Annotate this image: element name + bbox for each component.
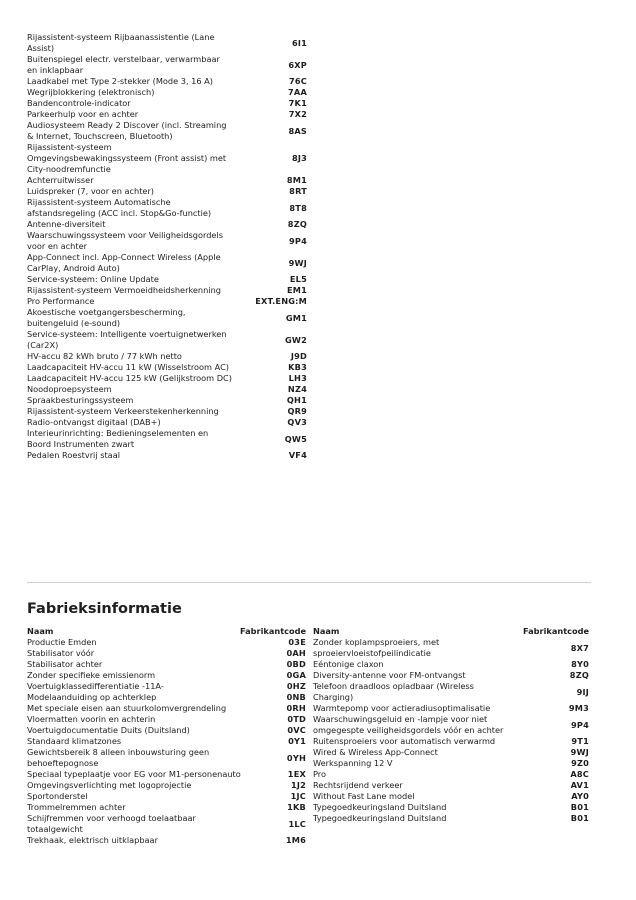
option-name: Audiosysteem Ready 2 Discover (incl. Streaming & Internet, Touchscreen, Bluetooth) bbox=[27, 120, 227, 141]
factory-name: Diversity-antenne voor FM-ontvangst bbox=[313, 670, 466, 680]
option-name: Buitenspiegel electr. verstelbaar, verwarmbaar en inklapbaar bbox=[27, 54, 220, 75]
factory-code: 0YH bbox=[286, 752, 306, 763]
option-code: J9D bbox=[290, 351, 307, 361]
option-name: App-Connect incl. App-Connect Wireless (Apple CarPlay, Android Auto) bbox=[27, 252, 221, 273]
factory-row bbox=[313, 758, 589, 769]
factory-name: Met speciale eisen aan stuurkolomvergrendeling bbox=[27, 703, 227, 713]
factory-name: Without Fast Lane model bbox=[313, 791, 415, 801]
factory-code: 0RH bbox=[286, 703, 306, 713]
option-name: Radio-ontvangst digitaal (DAB+) bbox=[27, 417, 161, 427]
factory-row bbox=[27, 659, 306, 670]
factory-name: Omgevingsverlichting met logoprojectie bbox=[27, 780, 192, 790]
option-code: 76C bbox=[288, 76, 307, 86]
factory-code: 0HZ bbox=[286, 681, 306, 691]
option-code: 8M1 bbox=[286, 175, 307, 185]
option-name: Rijassistent-systeem Vermoeidheidsherkenning bbox=[27, 285, 221, 295]
factory-name: Trekhaak, elektrisch uitklapbaar bbox=[27, 835, 158, 845]
option-code: QR9 bbox=[287, 406, 307, 416]
factory-name: Werkspanning 12 V bbox=[313, 758, 393, 768]
option-row bbox=[27, 351, 307, 362]
factory-name: Eéntonige claxon bbox=[313, 659, 384, 669]
factory-row bbox=[313, 637, 589, 659]
factory-row bbox=[27, 813, 306, 835]
option-name: Rijassistent-systeem Rijbaanassistentie (Lane Assist) bbox=[27, 32, 215, 53]
option-code: LH3 bbox=[288, 373, 307, 383]
factory-name: Zonder koplampsproeiers, met sproeiervloeistofpeilindicatie bbox=[313, 637, 440, 658]
option-code: 8ZQ bbox=[287, 219, 307, 229]
option-name: Waarschuwingssysteem voor Veiligheidsgordels voor en achter bbox=[27, 230, 224, 251]
header-name: Naam bbox=[27, 626, 54, 636]
option-row bbox=[27, 373, 307, 384]
factory-name: Typegoedkeuringsland Duitsland bbox=[313, 813, 447, 823]
option-row bbox=[27, 417, 307, 428]
option-name: Luidspreker (7, voor en achter) bbox=[27, 186, 155, 196]
factory-code: 0BD bbox=[286, 659, 306, 669]
factory-row bbox=[313, 802, 589, 813]
factory-row bbox=[27, 791, 306, 802]
factory-name: Wired & Wireless App-Connect bbox=[313, 747, 438, 757]
option-name: Wegrijblokkering (elektronisch) bbox=[27, 87, 155, 97]
option-row bbox=[27, 142, 307, 175]
option-name: Akoestische voetgangersbescherming, buitengeluid (e-sound) bbox=[27, 307, 186, 328]
section-title: Fabrieksinformatie bbox=[27, 601, 182, 617]
option-row bbox=[27, 98, 307, 109]
option-row bbox=[27, 230, 307, 252]
factory-row bbox=[313, 670, 589, 681]
factory-name: Waarschuwingsgeluid en -lampje voor niet omgegespte veiligheidsgordels vóór en achter bbox=[313, 714, 504, 735]
option-row bbox=[27, 296, 307, 307]
option-row bbox=[27, 285, 307, 296]
option-name: Service-systeem: Online Update bbox=[27, 274, 159, 284]
option-code: QH1 bbox=[286, 395, 307, 405]
option-code: EL5 bbox=[289, 274, 307, 284]
factory-row bbox=[313, 791, 589, 802]
option-row bbox=[27, 186, 307, 197]
option-name: Bandencontrole-indicator bbox=[27, 98, 131, 108]
factory-code: A8C bbox=[570, 769, 589, 779]
factory-row bbox=[313, 813, 589, 824]
factory-row bbox=[27, 670, 306, 681]
factory-code: B01 bbox=[570, 813, 589, 823]
factory-name: Schijfremmen voor verhoogd toelaatbaar totaalgewicht bbox=[27, 813, 196, 834]
header-code: Fabrikantcode bbox=[523, 626, 589, 636]
option-name: Spraakbesturingssysteem bbox=[27, 395, 134, 405]
option-code: VF4 bbox=[288, 450, 307, 460]
factory-code: 1J2 bbox=[290, 780, 306, 790]
option-code: NZ4 bbox=[287, 384, 307, 394]
factory-row bbox=[27, 747, 306, 769]
header-name: Naam bbox=[313, 626, 340, 636]
options-list bbox=[27, 32, 307, 461]
option-name: Laadcapaciteit HV-accu 125 kW (Gelijkstroom DC) bbox=[27, 373, 232, 383]
option-row bbox=[27, 219, 307, 230]
option-name: Rijassistent-systeem Verkeerstekenherkenning bbox=[27, 406, 219, 416]
factory-code: 9IJ bbox=[576, 686, 589, 697]
factory-code: 0NB bbox=[286, 692, 306, 702]
option-row bbox=[27, 54, 307, 76]
factory-name: Voertuigdocumentatie Duits (Duitsland) bbox=[27, 725, 190, 735]
factory-name: Productie Emden bbox=[27, 637, 97, 647]
factory-name: Trommelremmen achter bbox=[27, 802, 126, 812]
option-name: Antenne-diversiteit bbox=[27, 219, 106, 229]
factory-code: 9P4 bbox=[571, 719, 589, 730]
option-code: QW5 bbox=[284, 433, 307, 444]
factory-code: 0GA bbox=[286, 670, 306, 680]
option-name: Noodoproepsysteem bbox=[27, 384, 112, 394]
factory-code: 9T1 bbox=[571, 736, 589, 746]
factory-name: Telefoon draadloos opladbaar (Wireless Charging) bbox=[313, 681, 474, 702]
factory-row bbox=[27, 835, 306, 846]
factory-row bbox=[313, 681, 589, 703]
factory-code: 0AH bbox=[286, 648, 306, 658]
factory-name: Standaard klimatzones bbox=[27, 736, 122, 746]
factory-name: Ruitensproeiers voor automatisch verwarmd bbox=[313, 736, 496, 746]
factory-name: Modelaanduiding op achterklep bbox=[27, 692, 157, 702]
section-divider bbox=[27, 582, 591, 583]
option-row bbox=[27, 384, 307, 395]
option-row bbox=[27, 32, 307, 54]
option-row bbox=[27, 197, 307, 219]
option-code: 7K1 bbox=[288, 98, 307, 108]
factory-code: 0VC bbox=[287, 725, 306, 735]
option-code: 8J3 bbox=[291, 153, 307, 163]
factory-row bbox=[313, 747, 589, 758]
option-code: 6XP bbox=[288, 59, 307, 70]
option-row bbox=[27, 175, 307, 186]
option-code: 8T8 bbox=[289, 202, 307, 213]
factory-code: 9Z0 bbox=[571, 758, 589, 768]
factory-row bbox=[313, 769, 589, 780]
option-row bbox=[27, 362, 307, 373]
factory-code: AV1 bbox=[570, 780, 589, 790]
factory-name: Gewichtsbereik 8 alleen inbouwsturing geen behoeftepognose bbox=[27, 747, 210, 768]
option-row bbox=[27, 87, 307, 98]
factory-name: Sportonderstel bbox=[27, 791, 88, 801]
option-code: 7AA bbox=[288, 87, 307, 97]
factory-code: 8X7 bbox=[570, 642, 589, 653]
option-row bbox=[27, 395, 307, 406]
option-name: HV-accu 82 kWh bruto / 77 kWh netto bbox=[27, 351, 182, 361]
option-name: Rijassistent-systeem Automatische afstandsregeling (ACC incl. Stop&Go-functie) bbox=[27, 197, 212, 218]
factory-row bbox=[313, 780, 589, 791]
factory-name: Stabilisator vóór bbox=[27, 648, 95, 658]
option-code: GM1 bbox=[285, 312, 307, 323]
option-row bbox=[27, 109, 307, 120]
factory-row bbox=[313, 703, 589, 714]
factory-code: 9WJ bbox=[570, 747, 589, 757]
factory-name: Typegoedkeuringsland Duitsland bbox=[313, 802, 447, 812]
option-name: Achterruitwisser bbox=[27, 175, 94, 185]
header-code: Fabrikantcode bbox=[240, 626, 306, 636]
factory-code: B01 bbox=[570, 802, 589, 812]
option-code: KB3 bbox=[288, 362, 307, 372]
option-code: 7X2 bbox=[288, 109, 307, 119]
option-name: Pedalen Roestvrij staal bbox=[27, 450, 120, 460]
factory-row bbox=[27, 681, 306, 692]
option-name: Service-systeem: Intelligente voertuignetwerken (Car2X) bbox=[27, 329, 227, 350]
option-row bbox=[27, 329, 307, 351]
option-code: 9P4 bbox=[289, 235, 307, 246]
factory-code: 8ZQ bbox=[569, 670, 589, 680]
option-name: Laadcapaciteit HV-accu 11 kW (Wisselstroom AC) bbox=[27, 362, 229, 372]
factory-name: Stabilisator achter bbox=[27, 659, 103, 669]
option-row bbox=[27, 428, 307, 450]
option-name: Parkeerhulp voor en achter bbox=[27, 109, 139, 119]
factory-row bbox=[313, 736, 589, 747]
factory-row bbox=[27, 692, 306, 703]
factory-code: 1M6 bbox=[285, 835, 306, 845]
option-code: EXT.ENG:M bbox=[255, 296, 307, 306]
factory-row bbox=[27, 714, 306, 725]
option-row bbox=[27, 274, 307, 285]
column-header bbox=[27, 626, 306, 637]
factory-name: Voertuigklassedifferentiatie -11A- bbox=[27, 681, 164, 691]
factory-name: Rechtsrijdend verkeer bbox=[313, 780, 403, 790]
factory-code: 1JC bbox=[290, 791, 306, 801]
option-name: Laadkabel met Type 2-stekker (Mode 3, 16 A) bbox=[27, 76, 213, 86]
factory-info-table bbox=[27, 626, 589, 846]
factory-code: 1LC bbox=[288, 818, 306, 829]
factory-row bbox=[27, 780, 306, 791]
factory-column-right bbox=[313, 626, 589, 846]
factory-row bbox=[27, 736, 306, 747]
factory-code: 1KB bbox=[287, 802, 306, 812]
factory-code: 03E bbox=[288, 637, 306, 647]
factory-code: 1EX bbox=[287, 769, 306, 779]
factory-code: 0TD bbox=[287, 714, 306, 724]
factory-code: 9M3 bbox=[568, 703, 589, 713]
option-code: 8AS bbox=[288, 125, 307, 136]
option-row bbox=[27, 450, 307, 461]
option-name: Interieurinrichting: Bedieningselementen en Boord Instrumenten zwart bbox=[27, 428, 209, 449]
factory-row bbox=[27, 648, 306, 659]
option-name: Rijassistent-systeem Omgevingsbewakingssysteem (Front assist) met City-noodremfunctie bbox=[27, 142, 227, 174]
option-name: Pro Performance bbox=[27, 296, 95, 306]
option-code: QV3 bbox=[287, 417, 307, 427]
factory-name: Warmtepomp voor actieradiusoptimalisatie bbox=[313, 703, 491, 713]
factory-row bbox=[27, 637, 306, 648]
column-header bbox=[313, 626, 589, 637]
option-code: 9WJ bbox=[288, 257, 307, 268]
factory-name: Zonder specifieke emissienorm bbox=[27, 670, 156, 680]
option-row bbox=[27, 252, 307, 274]
factory-row bbox=[27, 725, 306, 736]
option-row bbox=[27, 120, 307, 142]
factory-code: 8Y0 bbox=[571, 659, 589, 669]
option-code: 6I1 bbox=[291, 37, 307, 48]
option-row bbox=[27, 76, 307, 87]
option-code: EM1 bbox=[286, 285, 307, 295]
factory-code: AY0 bbox=[571, 791, 589, 801]
factory-row bbox=[313, 714, 589, 736]
factory-row bbox=[27, 769, 306, 780]
factory-name: Pro bbox=[313, 769, 326, 779]
option-code: GW2 bbox=[284, 334, 307, 345]
factory-row bbox=[27, 802, 306, 813]
option-row bbox=[27, 307, 307, 329]
option-row bbox=[27, 406, 307, 417]
factory-column-left bbox=[27, 626, 306, 846]
factory-name: Speciaal typeplaatje voor EG voor M1-personenauto bbox=[27, 769, 241, 779]
factory-row bbox=[313, 659, 589, 670]
option-code: 8RT bbox=[289, 186, 307, 196]
factory-code: 0Y1 bbox=[288, 736, 306, 746]
factory-row bbox=[27, 703, 306, 714]
factory-name: Vloermatten voorin en achterin bbox=[27, 714, 156, 724]
